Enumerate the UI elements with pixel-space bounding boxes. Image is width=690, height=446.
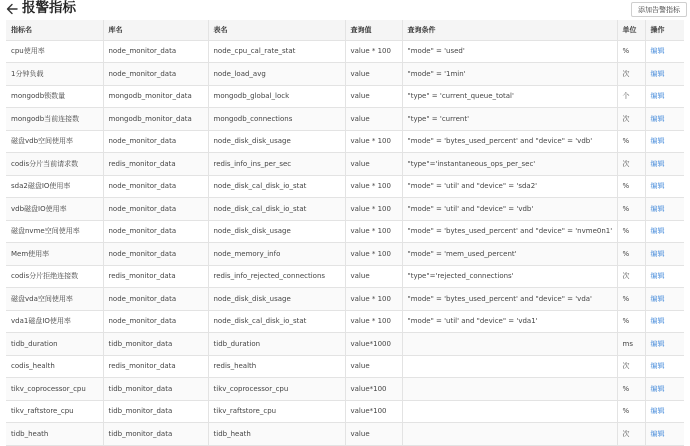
cell-db-name: node_monitor_data [103,40,208,63]
cell-table-name: mongodb_connections [208,108,345,131]
table-row [6,288,684,311]
cell-query-condition [402,378,617,401]
cell-table-name: tidb_duration [208,333,345,356]
edit-link[interactable]: 编辑 [645,153,684,176]
cell-query-value: value [345,108,402,131]
cell-metric-name: 磁盘nvme空间使用率 [6,220,103,243]
cell-query-value: value*100 [345,400,402,423]
cell-query-condition: "mode" = 'util' and "device" = 'vda1' [402,310,617,333]
edit-link[interactable]: 编辑 [645,40,684,63]
cell-metric-name: tikv_raftstore_cpu [6,400,103,423]
edit-link[interactable]: 编辑 [645,198,684,221]
table-row [6,423,684,446]
table-row [6,355,684,378]
cell-metric-name: codis分片拒绝连接数 [6,265,103,288]
edit-link[interactable]: 编辑 [645,355,684,378]
edit-link[interactable]: 编辑 [645,63,684,86]
table-row [6,243,684,266]
cell-query-condition: "type"='instantaneous_ops_per_sec' [402,153,617,176]
table-row [6,333,684,356]
cell-metric-name: mongodb锁数量 [6,85,103,108]
cell-query-value: value*1000 [345,333,402,356]
cell-table-name: node_disk_cal_disk_io_stat [208,175,345,198]
cell-query-value: value * 100 [345,288,402,311]
edit-link[interactable]: 编辑 [645,108,684,131]
cell-db-name: redis_monitor_data [103,355,208,378]
back-button[interactable] [4,1,20,17]
cell-query-value: value * 100 [345,220,402,243]
table-body [6,40,684,445]
column-header-query-condition: 查询条件 [402,20,617,40]
cell-query-value: value * 100 [345,40,402,63]
column-header-unit: 单位 [617,20,645,40]
table-row [6,198,684,221]
cell-query-value: value [345,423,402,446]
edit-link[interactable]: 编辑 [645,265,684,288]
column-header-table-name: 表名 [208,20,345,40]
cell-metric-name: mongodb当前连接数 [6,108,103,131]
table-row [6,130,684,153]
cell-metric-name: 磁盘vdb空间使用率 [6,130,103,153]
table-row [6,400,684,423]
cell-unit: 次 [617,265,645,288]
page-header [0,0,690,20]
cell-table-name: tikv_raftstore_cpu [208,400,345,423]
cell-table-name: redis_health [208,355,345,378]
cell-query-condition [402,423,617,446]
cell-query-condition: "mode" = 'util' and "device" = 'vdb' [402,198,617,221]
cell-unit: % [617,220,645,243]
cell-table-name: tikv_coprocessor_cpu [208,378,345,401]
cell-table-name: node_memory_info [208,243,345,266]
edit-link[interactable]: 编辑 [645,175,684,198]
cell-unit: % [617,198,645,221]
cell-db-name: node_monitor_data [103,130,208,153]
cell-metric-name: tikv_coprocessor_cpu [6,378,103,401]
cell-unit: 个 [617,85,645,108]
page-title: 报警指标 [22,0,76,16]
cell-table-name: tidb_heath [208,423,345,446]
cell-metric-name: codis_health [6,355,103,378]
cell-unit: 次 [617,355,645,378]
cell-table-name: node_disk_disk_usage [208,288,345,311]
cell-query-condition: "mode" = 'util' and "device" = 'sda2' [402,175,617,198]
cell-db-name: tidb_monitor_data [103,333,208,356]
cell-db-name: node_monitor_data [103,63,208,86]
cell-query-value: value [345,265,402,288]
cell-query-condition [402,400,617,423]
edit-link[interactable]: 编辑 [645,378,684,401]
cell-metric-name: 1分钟负载 [6,63,103,86]
cell-metric-name: codis分片当前请求数 [6,153,103,176]
table-row [6,108,684,131]
cell-query-value: value * 100 [345,310,402,333]
cell-metric-name: tidb_duration [6,333,103,356]
table-row [6,310,684,333]
cell-query-condition [402,333,617,356]
cell-db-name: node_monitor_data [103,310,208,333]
cell-query-condition: "mode" = '1min' [402,63,617,86]
cell-query-condition: "mode" = 'bytes_used_percent' and "device" = 'vdb' [402,130,617,153]
column-header-metric-name: 指标名 [6,20,103,40]
cell-table-name: node_cpu_cal_rate_stat [208,40,345,63]
cell-metric-name: sda2磁盘IO使用率 [6,175,103,198]
cell-unit: % [617,40,645,63]
cell-metric-name: cpu使用率 [6,40,103,63]
table-header-row [6,20,684,40]
column-header-query-value: 查询值 [345,20,402,40]
cell-unit: % [617,378,645,401]
cell-query-value: value * 100 [345,130,402,153]
cell-metric-name: vda1磁盘IO使用率 [6,310,103,333]
cell-db-name: tidb_monitor_data [103,423,208,446]
cell-table-name: mongodb_global_lock [208,85,345,108]
cell-db-name: node_monitor_data [103,220,208,243]
cell-db-name: node_monitor_data [103,198,208,221]
cell-query-value: value [345,85,402,108]
cell-table-name: node_disk_cal_disk_io_stat [208,310,345,333]
cell-unit: % [617,288,645,311]
cell-unit: 次 [617,108,645,131]
edit-link[interactable]: 编辑 [645,333,684,356]
table-row [6,378,684,401]
edit-link[interactable]: 编辑 [645,423,684,446]
edit-link[interactable]: 编辑 [645,130,684,153]
edit-link[interactable]: 编辑 [645,85,684,108]
table-row [6,153,684,176]
table-row [6,175,684,198]
column-header-db-name: 库名 [103,20,208,40]
cell-query-value: value * 100 [345,198,402,221]
cell-query-value: value * 100 [345,243,402,266]
cell-unit: 次 [617,153,645,176]
cell-table-name: node_disk_disk_usage [208,130,345,153]
cell-db-name: mongodb_monitor_data [103,108,208,131]
cell-unit: % [617,243,645,266]
table-row [6,265,684,288]
cell-table-name: redis_info_rejected_connections [208,265,345,288]
cell-metric-name: Mem使用率 [6,243,103,266]
edit-link[interactable]: 编辑 [645,243,684,266]
cell-query-value: value [345,355,402,378]
cell-unit: % [617,175,645,198]
cell-db-name: node_monitor_data [103,175,208,198]
cell-unit: 次 [617,63,645,86]
cell-query-value: value*100 [345,378,402,401]
table-row [6,63,684,86]
cell-db-name: redis_monitor_data [103,265,208,288]
arrow-left-icon [6,3,18,15]
cell-query-condition: "mode" = 'used' [402,40,617,63]
cell-db-name: mongodb_monitor_data [103,85,208,108]
cell-table-name: node_load_avg [208,63,345,86]
add-alarm-metric-button[interactable]: 添加告警指标 [631,2,687,17]
cell-query-condition: "type"='rejected_connections' [402,265,617,288]
cell-query-value: value [345,153,402,176]
metrics-table [6,20,684,446]
cell-table-name: node_disk_cal_disk_io_stat [208,198,345,221]
cell-metric-name: tidb_heath [6,423,103,446]
cell-table-name: node_disk_disk_usage [208,220,345,243]
edit-link[interactable]: 编辑 [645,288,684,311]
cell-query-condition [402,355,617,378]
cell-db-name: redis_monitor_data [103,153,208,176]
table-row [6,85,684,108]
cell-unit: % [617,130,645,153]
edit-link[interactable]: 编辑 [645,310,684,333]
cell-metric-name: vdb磁盘IO使用率 [6,198,103,221]
cell-query-value: value * 100 [345,175,402,198]
cell-db-name: node_monitor_data [103,243,208,266]
cell-unit: ms [617,333,645,356]
cell-db-name: tidb_monitor_data [103,378,208,401]
cell-unit: 次 [617,423,645,446]
edit-link[interactable]: 编辑 [645,220,684,243]
cell-query-condition: "type" = 'current_queue_total' [402,85,617,108]
cell-query-condition: "mode" = 'bytes_used_percent' and "device" = 'vda' [402,288,617,311]
cell-table-name: redis_info_ins_per_sec [208,153,345,176]
cell-query-condition: "mode" = 'bytes_used_percent' and "device" = 'nvme0n1' [402,220,617,243]
cell-metric-name: 磁盘vda空间使用率 [6,288,103,311]
column-header-action: 操作 [645,20,684,40]
cell-db-name: tidb_monitor_data [103,400,208,423]
cell-query-condition: "type" = 'current' [402,108,617,131]
cell-query-value: value [345,63,402,86]
cell-db-name: node_monitor_data [103,288,208,311]
table-row [6,40,684,63]
table-row [6,220,684,243]
edit-link[interactable]: 编辑 [645,400,684,423]
cell-unit: % [617,310,645,333]
cell-unit: % [617,400,645,423]
cell-query-condition: "mode" = 'mem_used_percent' [402,243,617,266]
